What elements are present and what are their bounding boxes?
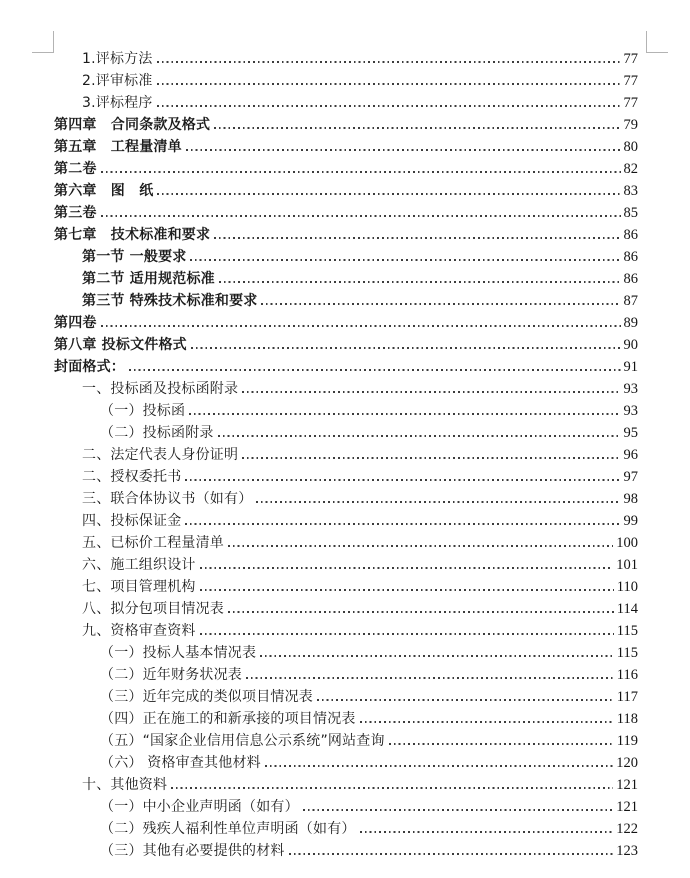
toc-entry[interactable] — [0, 48, 638, 70]
toc-entry-page: 121 — [616, 777, 638, 793]
toc-entry-page: 101 — [616, 557, 638, 573]
toc-entry-page: 93 — [623, 381, 638, 397]
toc-entry-page: 122 — [616, 821, 638, 837]
toc-entry[interactable] — [0, 774, 638, 796]
toc-entry-page: 79 — [623, 117, 638, 133]
toc-entry-title: 三、联合体协议书（如有） — [82, 491, 253, 507]
toc-entry[interactable] — [0, 70, 638, 92]
dot-leader — [261, 303, 620, 305]
toc-entry[interactable] — [0, 554, 638, 576]
toc-entry-title: 一、投标函及投标函附录 — [82, 381, 239, 397]
toc-entry-page: 86 — [623, 271, 638, 287]
dot-leader — [200, 589, 614, 591]
toc-entry-title: 五、已标价工程量清单 — [82, 535, 224, 551]
toc-entry-title: （三）近年完成的类似项目情况表 — [100, 689, 313, 705]
dot-leader — [242, 391, 620, 393]
toc-entry[interactable] — [0, 598, 638, 620]
toc-entry[interactable] — [0, 730, 638, 752]
toc-entry-page: 77 — [623, 95, 638, 111]
dot-leader — [157, 61, 621, 63]
toc-entry[interactable] — [0, 708, 638, 730]
toc-entry[interactable] — [0, 224, 638, 246]
toc-entry-page: 115 — [616, 645, 638, 661]
toc-entry-page: 90 — [623, 337, 638, 353]
toc-entry-title: 第二节 适用规范标准 — [82, 271, 215, 287]
toc-entry-title: 封面格式： — [54, 359, 125, 375]
toc-entry[interactable] — [0, 422, 638, 444]
toc-entry-title: 九、资格审查资料 — [82, 623, 196, 639]
toc-entry-page: 121 — [616, 799, 638, 815]
toc-entry-title: （五）“国家企业信用信息公示系统”网站查询 — [100, 733, 385, 749]
toc-entry[interactable] — [0, 334, 638, 356]
toc-entry-page: 85 — [623, 205, 638, 221]
dot-leader — [191, 347, 621, 349]
dot-leader — [200, 567, 614, 569]
text-boundary-mark-top-right — [646, 31, 647, 53]
toc-entry-page: 120 — [616, 755, 638, 771]
dot-leader — [265, 765, 613, 767]
toc-entry-title: （一）投标函 — [100, 403, 186, 419]
toc-entry[interactable] — [0, 92, 638, 114]
toc-entry[interactable] — [0, 664, 638, 686]
toc-entry-page: 96 — [623, 447, 638, 463]
toc-entry[interactable] — [0, 136, 638, 158]
toc-entry-title: 二、法定代表人身份证明 — [82, 447, 239, 463]
toc-entry-title: 十、其他资料 — [82, 777, 168, 793]
toc-entry[interactable] — [0, 576, 638, 598]
toc-entry-title: （二）残疾人福利性单位声明函（如有） — [100, 821, 356, 837]
toc-entry[interactable] — [0, 246, 638, 268]
dot-leader — [242, 457, 620, 459]
toc-entry-title: （二）近年财务状况表 — [100, 667, 242, 683]
dot-leader — [360, 831, 614, 833]
toc-entry[interactable] — [0, 752, 638, 774]
toc-entry-page: 100 — [616, 535, 638, 551]
toc-entry-title: 1.评标方法 — [82, 51, 153, 67]
toc-entry-title: 第三卷 — [54, 205, 97, 221]
toc-entry[interactable] — [0, 290, 638, 312]
toc-entry-title: 八、拟分包项目情况表 — [82, 601, 224, 617]
dot-leader — [157, 83, 621, 85]
toc-entry-title: 六、施工组织设计 — [82, 557, 196, 573]
dot-leader — [189, 413, 620, 415]
dot-leader — [185, 479, 620, 481]
dot-leader — [260, 655, 614, 657]
dot-leader — [157, 105, 621, 107]
dot-leader — [101, 325, 621, 327]
toc-entry-page: 114 — [616, 601, 638, 617]
toc-entry-page: 86 — [623, 249, 638, 265]
dot-leader — [218, 435, 621, 437]
toc-entry-title: （六） 资格审查其他材料 — [100, 755, 261, 771]
toc-entry-title: 3.评标程序 — [82, 95, 153, 111]
toc-entry-page: 83 — [623, 183, 638, 199]
toc-entry-page: 98 — [623, 491, 638, 507]
toc-entry[interactable] — [0, 510, 638, 532]
toc-entry-page: 87 — [623, 293, 638, 309]
toc-entry-title: 第一节 一般要求 — [82, 249, 187, 265]
dot-leader — [129, 369, 621, 371]
toc-entry-title: 第三节 特殊技术标准和要求 — [82, 293, 258, 309]
toc-entry[interactable] — [0, 158, 638, 180]
toc-entry-title: （二）投标函附录 — [100, 425, 214, 441]
toc-entry[interactable] — [0, 818, 638, 840]
dot-leader — [360, 721, 614, 723]
toc-entry[interactable] — [0, 268, 638, 290]
toc-entry[interactable] — [0, 642, 638, 664]
toc-entry-page: 80 — [623, 139, 638, 155]
toc-entry-title: （四）正在施工的和新承接的项目情况表 — [100, 711, 356, 727]
toc-entry-title: 第二卷 — [54, 161, 97, 177]
toc-entry-page: 99 — [623, 513, 638, 529]
dot-leader — [200, 633, 614, 635]
toc-entry-page: 77 — [623, 51, 638, 67]
toc-entry-title: （一）投标人基本情况表 — [100, 645, 257, 661]
toc-entry[interactable] — [0, 312, 638, 334]
toc-entry-title: （一）中小企业声明函（如有） — [100, 799, 299, 815]
toc-entry-title: 第八章 投标文件格式 — [54, 337, 187, 353]
dot-leader — [303, 809, 613, 811]
dot-leader — [389, 743, 614, 745]
toc-entry[interactable] — [0, 202, 638, 224]
toc-entry-page: 93 — [623, 403, 638, 419]
toc-entry-page: 82 — [623, 161, 638, 177]
dot-leader — [214, 237, 620, 239]
toc-entry-page: 91 — [623, 359, 638, 375]
toc-entry[interactable] — [0, 466, 638, 488]
toc-entry-page: 95 — [623, 425, 638, 441]
toc-entry-title: 四、投标保证金 — [82, 513, 182, 529]
toc-entry[interactable] — [0, 796, 638, 818]
toc-entry-title: 第五章 工程量清单 — [54, 139, 182, 155]
toc-entry[interactable] — [0, 840, 638, 862]
toc-entry[interactable] — [0, 378, 638, 400]
toc-entry-title: 二、授权委托书 — [82, 469, 182, 485]
toc-entry-page: 77 — [623, 73, 638, 89]
dot-leader — [289, 853, 614, 855]
dot-leader — [185, 523, 620, 525]
toc-entry-page: 97 — [623, 469, 638, 485]
dot-leader — [228, 545, 613, 547]
toc-entry-title: 2.评审标准 — [82, 73, 153, 89]
toc-entry[interactable] — [0, 686, 638, 708]
toc-entry-page: 89 — [623, 315, 638, 331]
toc-entry-title: 第六章 图 纸 — [54, 183, 154, 199]
toc-entry-page: 86 — [623, 227, 638, 243]
toc-entry[interactable] — [0, 114, 638, 136]
dot-leader — [157, 193, 620, 195]
dot-leader — [171, 787, 613, 789]
toc-entry[interactable] — [0, 620, 638, 642]
toc-entry-title: 七、项目管理机构 — [82, 579, 196, 595]
dot-leader — [256, 501, 620, 503]
dot-leader — [101, 171, 621, 173]
toc-entry-page: 123 — [616, 843, 638, 859]
toc-entry[interactable] — [0, 488, 638, 510]
toc-entry[interactable] — [0, 400, 638, 422]
dot-leader — [219, 281, 621, 283]
dot-leader — [190, 259, 620, 261]
toc-entry-page: 118 — [616, 711, 638, 727]
table-of-contents — [0, 48, 638, 862]
dot-leader — [214, 127, 620, 129]
dot-leader — [317, 699, 614, 701]
toc-entry-page: 117 — [616, 689, 638, 705]
toc-entry-title: 第七章 技术标准和要求 — [54, 227, 211, 243]
toc-entry-page: 115 — [616, 623, 638, 639]
toc-entry-title: （三）其他有必要提供的材料 — [100, 843, 285, 859]
dot-leader — [101, 215, 621, 217]
dot-leader — [228, 611, 614, 613]
dot-leader — [186, 149, 621, 151]
dot-leader — [246, 677, 614, 679]
text-boundary-mark-top-right — [646, 52, 668, 53]
toc-entry-page: 110 — [616, 579, 638, 595]
toc-entry-page: 116 — [616, 667, 638, 683]
toc-entry-title: 第四章 合同条款及格式 — [54, 117, 211, 133]
toc-entry[interactable] — [0, 356, 638, 378]
toc-entry-page: 119 — [616, 733, 638, 749]
toc-entry[interactable] — [0, 444, 638, 466]
toc-entry[interactable] — [0, 532, 638, 554]
toc-entry[interactable] — [0, 180, 638, 202]
toc-entry-title: 第四卷 — [54, 315, 97, 331]
